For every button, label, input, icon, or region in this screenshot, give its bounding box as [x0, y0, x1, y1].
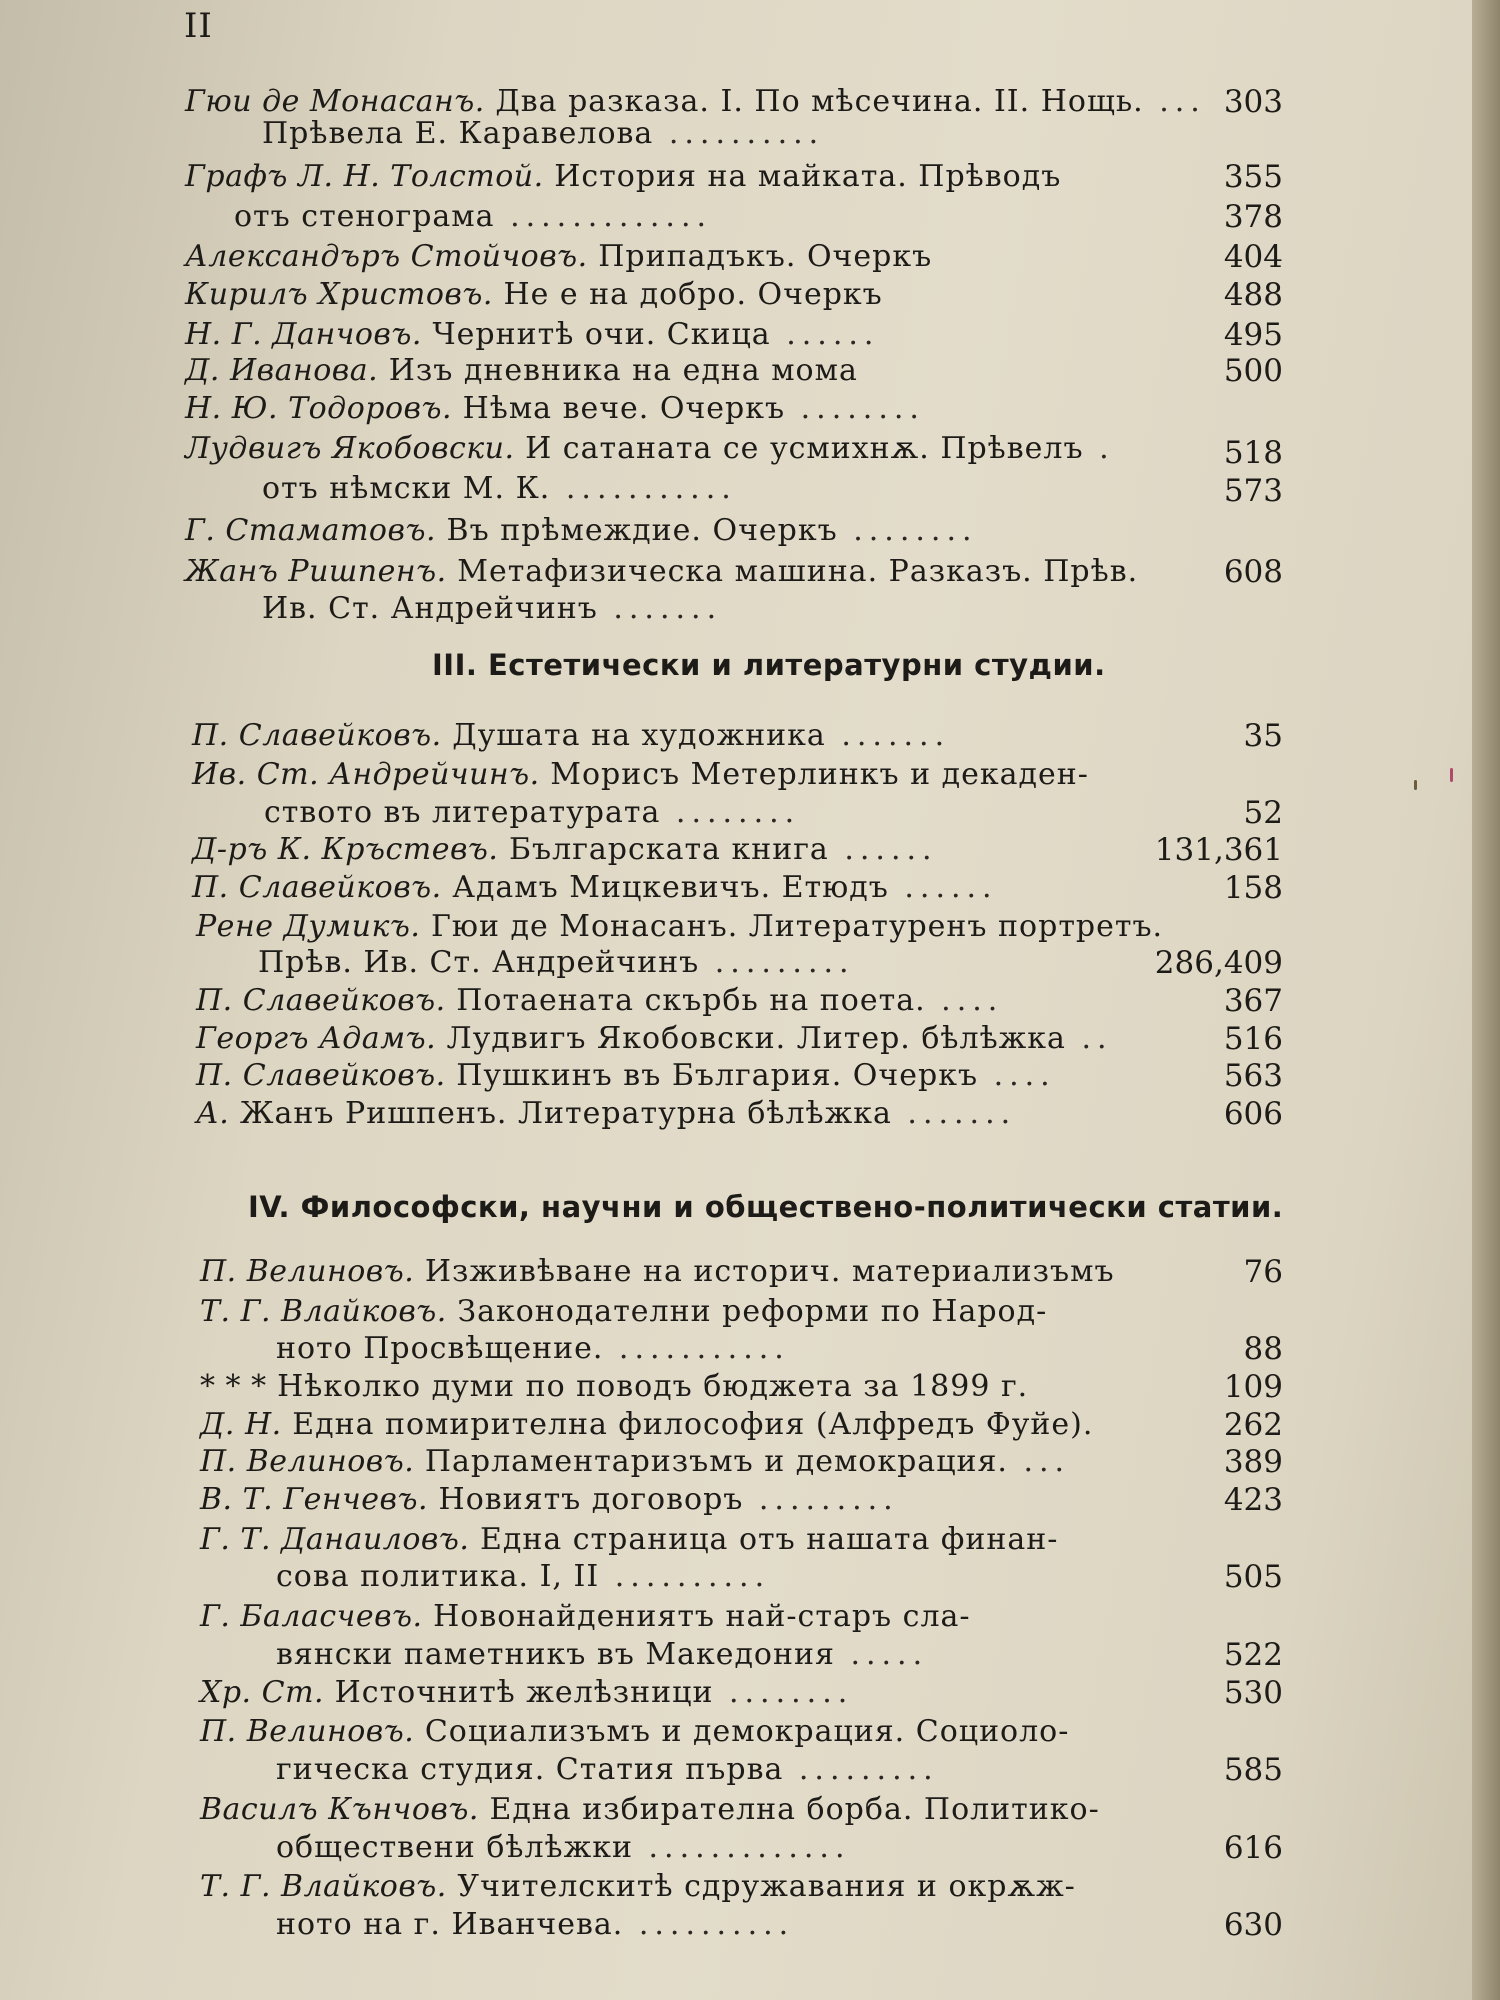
toc-entry-line — [196, 1095, 1016, 1133]
entry-page-number: 158 — [1223, 870, 1283, 906]
toc-entry-line — [196, 908, 1163, 946]
entry-title: Прѣвела Е. Каравелова — [262, 116, 654, 151]
entry-author: Г. Стаматовъ. — [185, 513, 436, 548]
toc-entry-line — [276, 1751, 939, 1789]
entry-title: Ив. Ст. Андрейчинъ — [262, 591, 598, 626]
entry-author: Т. Г. Влайковъ. — [200, 1869, 447, 1904]
toc-entry-line — [185, 352, 858, 390]
entry-author: П. Славейковъ. — [196, 983, 446, 1018]
entry-author: Г. Т. Данаиловъ. — [200, 1522, 470, 1557]
entry-title: Нѣма вече. Очеркъ — [462, 391, 786, 426]
entry-title: Припадъкъ. Очеркъ — [598, 239, 933, 274]
entry-title: ното на г. Иванчева. — [276, 1907, 624, 1942]
entry-page-number: 606 — [1223, 1096, 1283, 1132]
dot-leader: ....... — [891, 1096, 1017, 1131]
toc-entry-line — [276, 1906, 794, 1944]
entry-author: П. Славейковъ. — [196, 1058, 446, 1093]
entry-title: Пушкинъ въ България. Очеркъ — [456, 1058, 979, 1093]
toc-entry-line — [192, 831, 938, 869]
toc-entry-line — [192, 869, 998, 907]
entry-title: Душата на художника — [452, 718, 826, 753]
entry-title: Новиятъ договоръ — [438, 1482, 744, 1517]
entry-page-number: 378 — [1223, 199, 1283, 235]
toc-entry-line — [276, 1636, 928, 1674]
entry-page-number: 389 — [1223, 1444, 1283, 1480]
dot-leader: ........ — [785, 391, 925, 426]
dot-leader: ......... — [699, 945, 855, 980]
toc-entry-line — [200, 1443, 1070, 1481]
toc-entry-line — [200, 1293, 1047, 1331]
entry-title: Источнитѣ желѣзници — [334, 1675, 714, 1710]
entry-title: Не е на добро. Очеркъ — [503, 277, 883, 312]
entry-page-number: 262 — [1223, 1407, 1283, 1443]
toc-entry-line — [185, 316, 879, 354]
toc-entry-line — [262, 470, 737, 508]
entry-title: Два разказа. I. По мѣсечина. II. Нощь. — [495, 84, 1144, 119]
toc-entry-line — [200, 1868, 1076, 1906]
dot-leader: ............. — [494, 199, 713, 234]
entry-title: Една помирителна философия (Алфредъ Фуйе). — [292, 1407, 1094, 1442]
toc-entry-line — [185, 512, 978, 550]
entry-author: Г. Баласчевъ. — [200, 1599, 423, 1634]
entry-page-number: 518 — [1223, 435, 1283, 471]
entry-title: Една страница отъ нашата финан- — [479, 1522, 1059, 1557]
entry-page-number: 109 — [1223, 1369, 1283, 1405]
dot-leader: .... — [978, 1058, 1056, 1093]
entry-page-number: 488 — [1223, 277, 1283, 313]
entry-title: ството въ литературата — [264, 795, 661, 830]
dot-leader: ...... — [770, 317, 880, 352]
entry-author: Василъ Кънчовъ. — [200, 1792, 479, 1827]
entry-author: Рене Думикъ. — [196, 909, 421, 944]
dot-leader: ... — [1143, 84, 1206, 119]
dot-leader: ...... — [888, 870, 998, 905]
entry-page-number: 500 — [1223, 353, 1283, 389]
entry-page-number: 404 — [1223, 239, 1283, 275]
entry-title: Морисъ Метерлинкъ и декаден- — [550, 757, 1089, 792]
entry-title: Нѣколко думи по поводъ бюджета за 1899 г. — [277, 1369, 1029, 1404]
entry-title: ното Просвѣщение. — [276, 1331, 604, 1366]
toc-entry-line — [196, 1057, 1056, 1095]
dot-leader: ........... — [603, 1331, 790, 1366]
entry-title: Въ прѣмеждие. Очеркъ — [446, 513, 838, 548]
entry-author: Графъ Л. Н. Толстой. — [185, 159, 544, 194]
dot-leader: ....... — [597, 591, 723, 626]
entry-author: А. — [196, 1096, 230, 1131]
toc-entry-line — [185, 238, 932, 276]
entry-page-number: 616 — [1223, 1830, 1283, 1866]
toc-entry-line — [200, 1713, 1069, 1751]
entry-author: П. Славейковъ. — [192, 718, 442, 753]
entry-title: Учителскитѣ сдружавания и окрѫж- — [457, 1869, 1076, 1904]
dot-leader: ......... — [783, 1752, 939, 1787]
entry-title: Една избирателна борба. Политико- — [489, 1792, 1100, 1827]
entry-page-number: 423 — [1223, 1482, 1283, 1518]
toc-entry-line — [192, 756, 1089, 794]
entry-page-number: 131,361 — [1154, 832, 1283, 868]
dot-leader: ... — [1007, 1444, 1071, 1479]
dot-leader: ........ — [837, 513, 978, 548]
entry-title: Гюи де Монасанъ. Литературенъ портретъ. — [430, 909, 1164, 944]
dot-leader: .. — [1065, 1021, 1113, 1056]
entry-author: Александъръ Стойчовъ. — [185, 239, 588, 274]
entry-author: Гюи де Монасанъ. — [185, 84, 485, 119]
page-number: II — [184, 6, 213, 46]
entry-author: Д. Иванова. — [185, 353, 379, 388]
entry-title: Адамъ Мицкевичъ. Етюдъ — [452, 870, 889, 905]
entry-author: Кирилъ Христовъ. — [185, 277, 493, 312]
entry-page-number: 495 — [1223, 317, 1283, 353]
dot-leader: ......... — [743, 1482, 899, 1517]
dot-leader: ........... — [550, 471, 737, 506]
dot-leader: ........ — [713, 1675, 854, 1710]
dot-leader: ..... — [834, 1637, 929, 1672]
entry-page-number: 516 — [1223, 1021, 1283, 1057]
entry-page-number: 630 — [1223, 1907, 1283, 1943]
entry-title: сова политика. I, II — [276, 1559, 600, 1594]
toc-entry-line — [200, 1598, 971, 1636]
entry-title: Законодателни реформи по Народ- — [457, 1294, 1048, 1329]
toc-entry-line — [185, 430, 1115, 468]
toc-entry-line — [276, 1829, 851, 1867]
toc-entry-line — [200, 1791, 1100, 1829]
toc-entry-line — [185, 390, 925, 428]
toc-entry-line — [234, 198, 712, 236]
entry-author: * * * — [200, 1369, 267, 1404]
entry-title: вянски паметникъ въ Македония — [276, 1637, 835, 1672]
entry-title: Новонайдениятъ най-старъ сла- — [433, 1599, 971, 1634]
entry-page-number: 563 — [1223, 1058, 1283, 1094]
toc-entry-line — [258, 944, 855, 982]
dot-leader: .......... — [623, 1907, 795, 1942]
entry-page-number: 573 — [1223, 473, 1283, 509]
entry-page-number: 52 — [1243, 795, 1283, 831]
entry-author: П. Велиновъ. — [200, 1444, 415, 1479]
entry-author: П. Велиновъ. — [200, 1254, 415, 1289]
entry-title: Изживѣване на историч. материализъмъ — [424, 1254, 1115, 1289]
entry-title: Изъ дневника на една мома — [388, 353, 858, 388]
section-heading-aesthetic-studies: III. Естетически и литературни студии. — [432, 648, 1106, 682]
entry-page-number: 530 — [1223, 1675, 1283, 1711]
entry-author: П. Славейковъ. — [192, 870, 442, 905]
entry-author: Д. Н. — [200, 1407, 282, 1442]
toc-entry-line — [276, 1330, 790, 1368]
dot-leader: . — [1083, 431, 1115, 466]
entry-title: Метафизическа машина. Разказъ. Прѣв. — [457, 554, 1139, 589]
section-heading-philosophical-articles: IV. Философски, научни и обществено-политически статии. — [248, 1190, 1284, 1224]
entry-page-number: 608 — [1223, 554, 1283, 590]
toc-entry-line — [192, 717, 950, 755]
entry-page-number: 367 — [1223, 983, 1283, 1019]
entry-page-number: 585 — [1223, 1752, 1283, 1788]
entry-page-number: 505 — [1223, 1559, 1283, 1595]
entry-author: Хр. Ст. — [200, 1675, 325, 1710]
entry-page-number: 522 — [1223, 1637, 1283, 1673]
entry-page-number: 76 — [1243, 1254, 1283, 1290]
toc-entry-line — [200, 1253, 1115, 1291]
entry-author: Лудвигъ Якобовски. — [185, 431, 515, 466]
dot-leader: .......... — [599, 1559, 771, 1594]
entry-author: Ив. Ст. Андрейчинъ. — [192, 757, 540, 792]
entry-title: Парламентаризъмъ и демокрация. — [424, 1444, 1008, 1479]
entry-author: Жанъ Ришпенъ. — [185, 554, 447, 589]
entry-title: Българската книга — [509, 832, 829, 867]
entry-title: История на майката. Прѣводъ — [554, 159, 1062, 194]
toc-entry-line — [200, 1406, 1093, 1444]
entry-author: Т. Г. Влайковъ. — [200, 1294, 447, 1329]
entry-author: П. Велиновъ. — [200, 1714, 415, 1749]
toc-entry-line — [200, 1481, 899, 1519]
dot-leader: ...... — [828, 832, 938, 867]
entry-title: Прѣв. Ив. Ст. Андрейчинъ — [258, 945, 700, 980]
toc-entry-line — [185, 276, 883, 314]
book-spine — [1472, 0, 1500, 2000]
entry-title: отъ стенограма — [234, 199, 495, 234]
entry-title: гическа студия. Статия първа — [276, 1752, 784, 1787]
toc-entry-line — [276, 1558, 770, 1596]
entry-title: И сатаната се усмихнѫ. Прѣвелъ — [525, 431, 1084, 466]
toc-entry-line — [264, 794, 800, 832]
entry-title: отъ нѣмски М. К. — [262, 471, 551, 506]
entry-title: Жанъ Ришпенъ. Литературна бѣлѣжка — [239, 1096, 892, 1131]
toc-entry-line — [196, 982, 1003, 1020]
ink-mark — [1414, 780, 1417, 790]
toc-entry-line — [185, 158, 1061, 196]
entry-page-number: 355 — [1223, 159, 1283, 195]
entry-author: Д-ръ К. Кръстевъ. — [192, 832, 499, 867]
entry-author: В. Т. Генчевъ. — [200, 1482, 428, 1517]
entry-author: Н. Ю. Тодоровъ. — [185, 391, 453, 426]
ink-mark — [1450, 768, 1453, 782]
entry-title: Социализъмъ и демокрация. Социоло- — [424, 1714, 1070, 1749]
toc-entry-line — [262, 590, 722, 628]
toc-entry-line — [200, 1674, 853, 1712]
dot-leader: .... — [925, 983, 1004, 1018]
entry-author: Н. Г. Данчовъ. — [185, 317, 422, 352]
dot-leader: ............. — [632, 1830, 851, 1865]
dot-leader: ....... — [825, 718, 951, 753]
entry-title: Потаената скърбь на поета. — [456, 983, 926, 1018]
entry-page-number: 88 — [1243, 1331, 1283, 1367]
toc-entry-line — [185, 553, 1138, 591]
entry-title: обществени бѣлѣжки — [276, 1830, 633, 1865]
entry-title: Чернитѣ очи. Скица — [432, 317, 771, 352]
toc-entry-line — [262, 115, 824, 153]
entry-page-number: 303 — [1223, 84, 1283, 120]
toc-entry-line — [200, 1521, 1058, 1559]
toc-entry-line — [196, 1020, 1113, 1058]
dot-leader: .......... — [653, 116, 825, 151]
entry-page-number: 286,409 — [1154, 945, 1283, 981]
entry-author: Георгъ Адамъ. — [196, 1021, 437, 1056]
toc-entry-line — [200, 1368, 1028, 1406]
entry-title: Лудвигъ Якобовски. Литер. бѣлѣжка — [446, 1021, 1066, 1056]
entry-page-number: 35 — [1243, 718, 1283, 754]
dot-leader: ........ — [660, 795, 801, 830]
